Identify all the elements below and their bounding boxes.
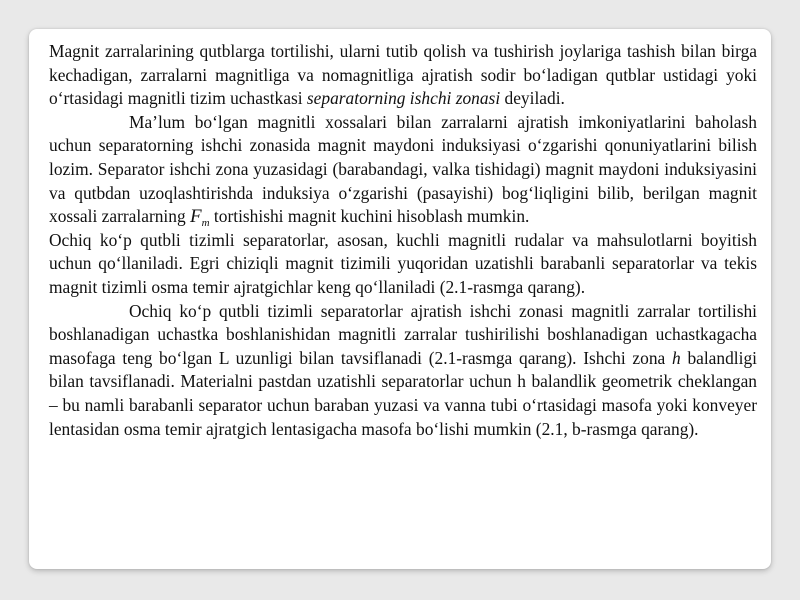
paragraph-zone-length [49, 300, 757, 442]
paragraph-open-separators [49, 229, 757, 300]
paragraph-text: Ochiq ko‘p qutbli tizimli separatorlar, asosan, kuchli magnitli rudalar va mahsulotlarni boyitish uchun qo‘llaniladi. Egri chiziqli magnit tizimili yuqoridan uzatishli barabanli separatorlar va tekis magnit tizimli osma temir ajratgichlar keng qo‘llaniladi (2.1-rasmga qarang). [49, 229, 757, 297]
document-slide [29, 29, 771, 569]
formula-symbol [190, 206, 210, 230]
formula-symbol-base: F [190, 206, 202, 228]
document-body [49, 40, 757, 441]
paragraph-working-zone-definition [49, 40, 757, 111]
variable-emphasis: h [672, 347, 681, 368]
paragraph-induction [49, 111, 757, 229]
paragraph-text: balandligi bilan tavsiflanadi. Materialni pastdan uzatishli separatorlar uchun h balandlik geometrik cheklangan – bu namli barabanli separator uchun baraban yuzasi va vanna tubi o‘rtasidagi masofa yoki konveyer lentasidan osma temir ajratgich lentasigacha masofa bo‘lishi mumkin (2.1, b-rasmga qarang). [49, 347, 757, 439]
formula-symbol-subscript: m [201, 217, 210, 230]
paragraph-text: tortishishi magnit kuchini hisoblash mumkin. [209, 206, 530, 227]
paragraph-text: deyiladi. [500, 88, 565, 109]
paragraph-text: Ma’lum bo‘lgan magnitli xossalari bilan zarralarni ajratish imkoniyatlarini baholash uchun separatorning ishchi zonasida magnit maydoni induksiyasi o‘zgarishi qonuniyatlarini bilish lozim. Separator ishchi zona yuzasidagi (barabandagi, valka tishidagi) magnit maydoni induksiyasini va qutbdan uzoqlashtirishda induksiya o‘zgarishi (pasayishi) bog‘liqligini bilib, berilgan magnit xossali zarralarning [49, 111, 757, 227]
term-emphasis: separatorning ishchi zonasi [306, 88, 501, 109]
paragraph-text: Ochiq ko‘p qutbli tizimli separatorlar ajratish ishchi zonasi magnitli zarralar tortilishi boshlanadigan uchastka boshlanishidan magnitli zarralar tushirilishi boshlanadigan uchastkagacha masofaga teng bo‘lgan L uzunligi bilan tavsiflanadi (2.1-rasmga qarang). Ishchi zona [49, 300, 757, 368]
paragraph-text: Magnit zarralarining qutblarga tortilishi, ularni tutib qolish va tushirish joylariga tashish bilan birga kechadigan, zarralarni magnitliga va nomagnitliga ajratish sodir bo‘ladigan qutblar ustidagi yoki o‘rtasidagi magnitli tizim uchastkasi [49, 41, 757, 109]
